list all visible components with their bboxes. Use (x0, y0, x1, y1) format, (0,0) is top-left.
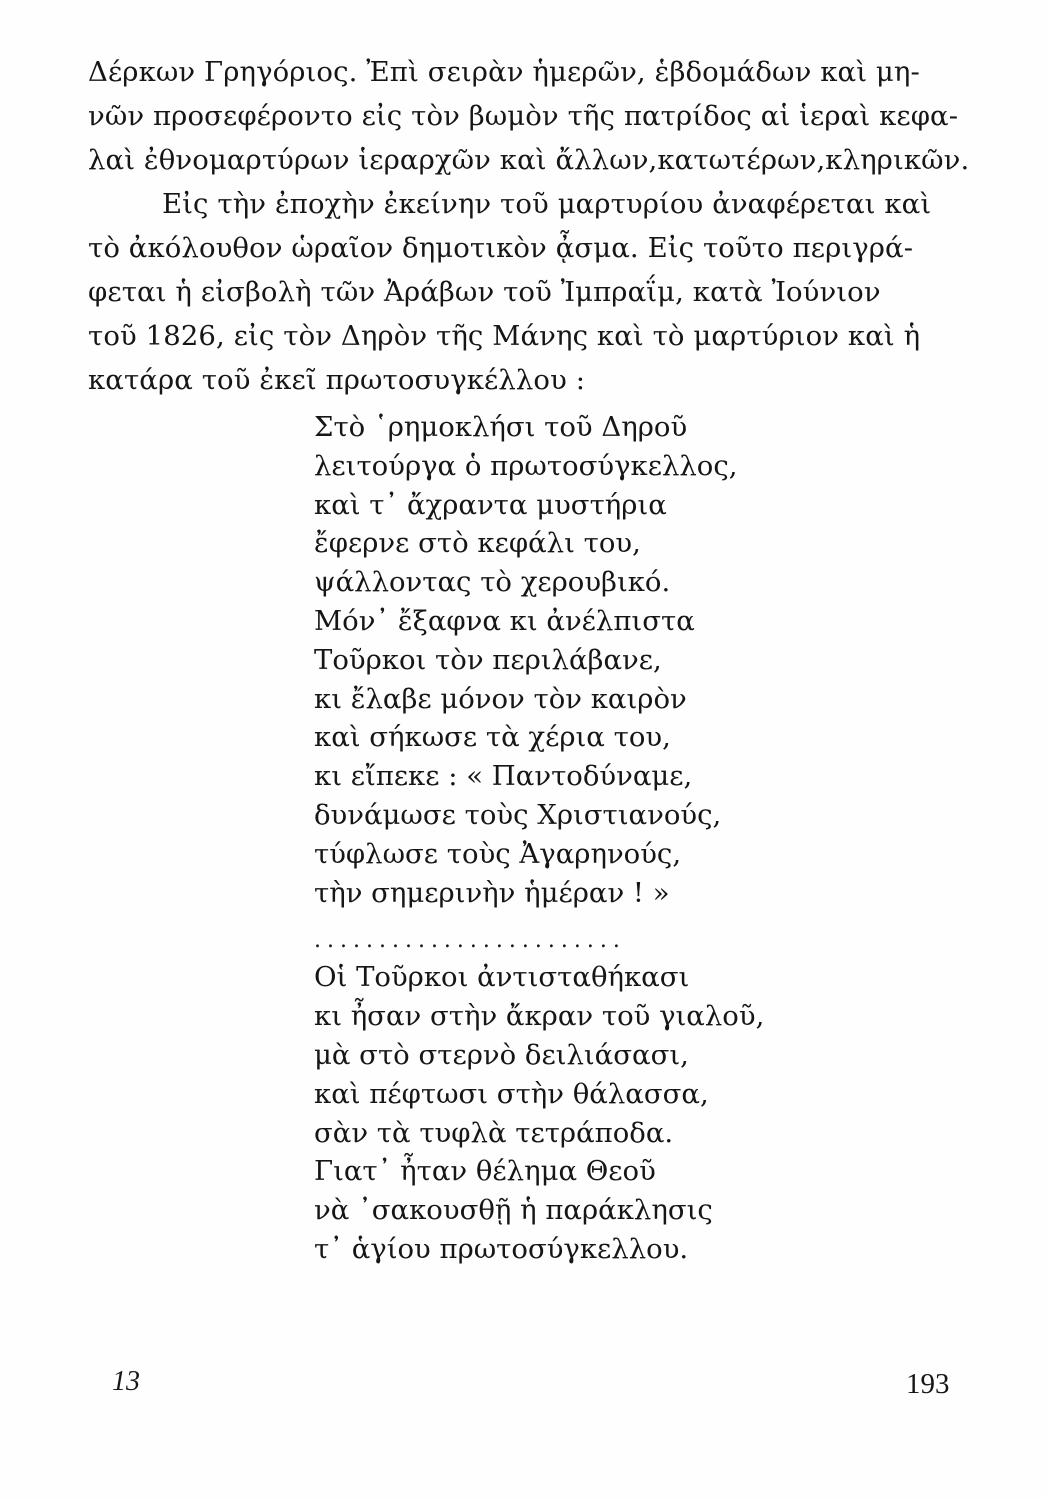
poem-verse: Οἱ Τοῦρκοι ἀντισταθήκασι (314, 961, 690, 994)
poem-verse: Μόν᾿ ἔξαφνα κι ἀνέλπιστα (314, 604, 695, 637)
prose-line: τὸ ἀκόλουθον ὡραῖον δημοτικὸν ᾆσμα. Εἰς τοῦτο περιγρά- (88, 232, 914, 264)
poem-verse: δυνάμωσε τοὺς Χριστιανούς, (314, 798, 722, 831)
page-number: 193 (906, 1368, 950, 1400)
poem-verse: ψάλλοντας τὸ χερουβικό. (314, 566, 671, 599)
poem-verse: κι εἴπεκε : « Παντοδύναμε, (314, 760, 693, 793)
prose-line: νῶν προσεφέροντο εἰς τὸν βωμὸν τῆς πατρίδος αἱ ἱεραὶ κεφα- (88, 100, 959, 132)
poem-stanza-2 (314, 958, 914, 1268)
poem-verse: τὴν σημερινὴν ἡμέραν ! » (314, 876, 670, 909)
poem-verse: κι ἔλαβε μόνον τὸν καιρὸν (314, 682, 687, 715)
poem-verse: ἔφερνε στὸ κεφάλι του, (314, 527, 641, 560)
prose-line: κατάρα τοῦ ἐκεῖ πρωτοσυγκέλλου : (88, 364, 586, 396)
prose-line: Δέρκων Γρηγόριος. Ἐπὶ σειρὰν ἡμερῶν, ἑβδομάδων καὶ μη- (88, 56, 920, 88)
poem-stanza-1 (314, 408, 914, 912)
poem-verse: κι ἦσαν στὴν ἄκραν τοῦ γιαλοῦ, (314, 1000, 765, 1033)
prose-paragraphs (88, 50, 968, 402)
poem-verse: νὰ ᾿σακουσθῇ ἡ παράκλησις (314, 1194, 713, 1227)
prose-line-indented: Εἰς τὴν ἐποχὴν ἐκείνην τοῦ μαρτυρίου ἀναφέρεται καὶ (162, 188, 932, 220)
printer-signature-mark: 13 (112, 1366, 140, 1397)
poem-verse: Στὸ ῾ρημοκλήσι τοῦ Δηροῦ (314, 411, 688, 443)
poem-verse: τύφλωσε τοὺς Ἀγαρηνούς, (314, 837, 682, 870)
poem-verse: καὶ σήκωσε τὰ χέρια του, (314, 721, 671, 754)
prose-line: τοῦ 1826, εἰς τὸν Δηρὸν τῆς Μάνης καὶ τὸ μαρτύριον καὶ ἡ (88, 320, 921, 352)
poem-verse: Γιατ᾿ ἦταν θέλημα Θεοῦ (314, 1155, 656, 1188)
prose-line: φεται ἡ εἰσβολὴ τῶν Ἀράβων τοῦ Ἰμπραΐμ, κατὰ Ἰούνιον (88, 276, 881, 308)
omission-dots: ........................ (314, 928, 626, 954)
poem-verse: Τοῦρκοι τὸν περιλάβανε, (314, 643, 662, 676)
poem-verse: τ᾿ ἁγίου πρωτοσύγκελλου. (314, 1232, 689, 1265)
poem-verse: καὶ τ᾿ ἄχραντα μυστήρια (314, 488, 667, 521)
poem-verse: καὶ πέφτωσι στὴν θάλασσα, (314, 1077, 709, 1110)
poem-verse: λειτούργα ὁ πρωτοσύγκελλος, (314, 449, 738, 482)
folk-song-poem (314, 408, 914, 1269)
prose-line: λαὶ ἐθνομαρτύρων ἱεραρχῶν καὶ ἄλλων,κατωτέρων,κληρικῶν. (88, 144, 970, 176)
poem-verse: σὰν τὰ τυφλὰ τετράποδα. (314, 1116, 674, 1149)
poem-verse: μὰ στὸ στερνὸ δειλιάσασι, (314, 1038, 689, 1071)
